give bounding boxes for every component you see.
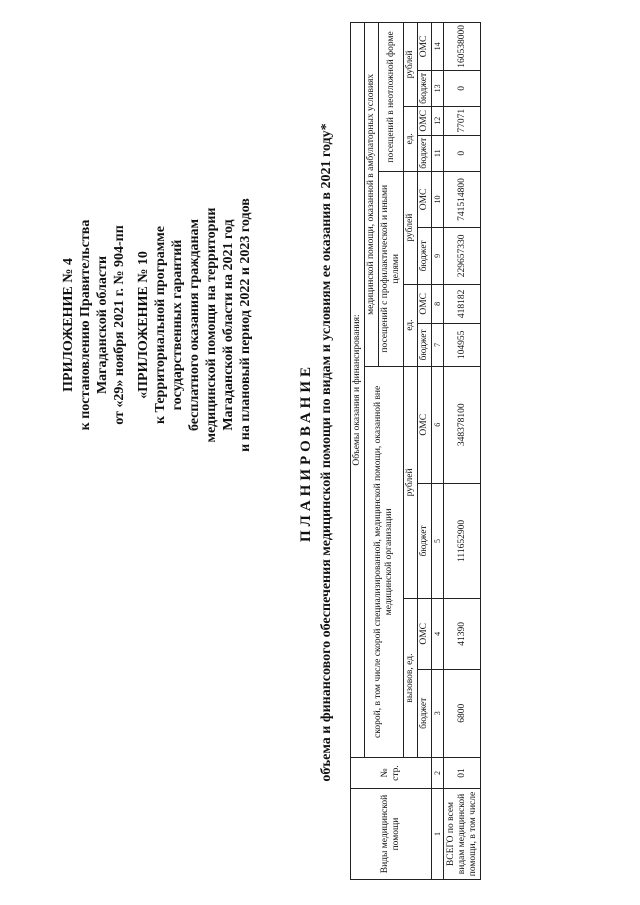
group-main-header: Объемы оказания и финансирования: [351,23,365,758]
appendix-line: к постановлению Правительства [78,219,93,431]
row-value: 111652900 [444,483,481,598]
document-title: ПЛАНИРОВАНИЕ [298,363,314,542]
col-number: 14 [432,23,444,71]
program-line: медицинской помощи на территории [204,207,219,443]
budget-header: бюджет [418,135,432,171]
col-number: 7 [432,324,444,367]
oms-header: ОМС [418,23,432,71]
col-number: 8 [432,284,444,324]
row-value: 6800 [444,669,481,757]
program-line: государственных гарантий [170,239,185,411]
program-line: бесплатного оказания гражданам [187,218,202,432]
col-number: 10 [432,171,444,227]
budget-header: бюджет [418,669,432,757]
group-outpatient-header: медицинской помощи, оказанной в амбулаторных условиях [365,23,379,367]
unit-calls: вызовов, ед. [404,599,418,758]
row-value: 229657330 [444,228,481,284]
col-num-header: № стр. [351,758,432,789]
row-value: 418182 [444,284,481,324]
budget-header: бюджет [418,70,432,106]
col-number: 3 [432,669,444,757]
col-number: 6 [432,366,444,483]
row-value: 77071 [444,106,481,135]
program-title: «ПРИЛОЖЕНИЕ № 10 [136,251,151,399]
oms-header: ОМС [418,106,432,135]
budget-header: бюджет [418,324,432,367]
appendix-line: от «29» ноября 2021 г. № 904-пп [112,225,127,425]
appendix-header [60,45,128,605]
col-number: 12 [432,106,444,135]
program-line: Магаданской области на 2021 год [221,219,236,431]
col-number: 9 [432,228,444,284]
group-ambulance-header: скорой, в том числе скорой специализированной, медицинской помощи, оказанной вне медицинской организации [365,366,404,757]
col-number: 4 [432,599,444,669]
program-line: к Территориальной программе [153,225,168,425]
program-line: и на плановый период 2022 и 2023 годов [238,198,253,452]
col-number: 1 [432,789,444,880]
unit-rub: рублей [404,366,418,598]
row-value: 41390 [444,599,481,669]
table-row [444,23,481,880]
program-header [135,45,254,605]
unit-rub: рублей [404,23,418,107]
oms-header: ОМС [418,284,432,324]
col-kind-header: Виды медицинской помощи [351,789,432,880]
sub-urgent-header: посещений в неотложной форме [379,23,404,172]
row-value: 0 [444,135,481,171]
row-value: 348378100 [444,366,481,483]
col-number: 2 [432,758,444,789]
row-value: 0 [444,70,481,106]
appendix-title: ПРИЛОЖЕНИЕ № 4 [61,258,76,392]
oms-header: ОМС [418,599,432,669]
col-number: 5 [432,483,444,598]
unit-ed: ед. [404,106,418,171]
row-label: ВСЕГО по всем видам медицинской помощи, в том числе [444,789,481,880]
appendix-line: Магаданской области [95,255,110,395]
row-value: 160538000 [444,23,481,71]
unit-ed: ед. [404,284,418,366]
planning-table [350,22,481,880]
budget-header: бюджет [418,483,432,598]
oms-header: ОМС [418,171,432,227]
unit-rub: рублей [404,171,418,284]
row-value: 104955 [444,324,481,367]
row-value: 741514800 [444,171,481,227]
row-number: 01 [444,758,481,789]
sub-prof-header: посещений с профилактической и иными целями [379,171,404,366]
col-number: 11 [432,135,444,171]
budget-header: бюджет [418,228,432,284]
oms-header: ОМС [418,366,432,483]
col-number: 13 [432,70,444,106]
document-subtitle: объема и финансового обеспечения медицинской помощи по видам и условиям ее оказания в 2021 году* [319,123,334,782]
